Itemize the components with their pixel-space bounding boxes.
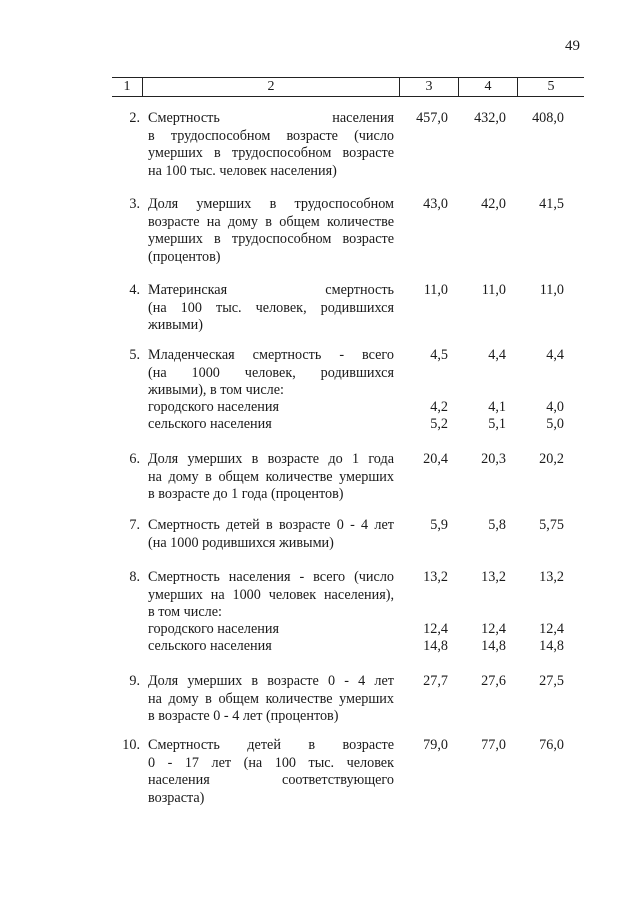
value-col-5: 5,75	[539, 517, 564, 533]
row-number: 6.	[129, 451, 140, 467]
value-col-4: 5,1	[488, 416, 506, 432]
value-col-5: 4,0	[546, 399, 564, 415]
value-col-5: 5,0	[546, 416, 564, 432]
row-label	[148, 347, 394, 400]
value-col-3: 457,0	[416, 110, 448, 126]
value-col-4: 27,6	[481, 673, 506, 689]
label-line: 0 - 17 лет (на 100 тыс. человек	[148, 754, 394, 771]
row-label	[148, 517, 394, 552]
row-label	[148, 673, 394, 726]
value-col-3: 5,2	[430, 416, 448, 432]
value-col-5: 408,0	[532, 110, 564, 126]
sub-row-label: сельского населения	[148, 638, 272, 654]
label-line: Смертность детей в возрасте	[148, 737, 394, 753]
label-line: (на 100 тыс. человек, родившихся	[148, 299, 394, 316]
sub-row-label: городского населения	[148, 399, 279, 415]
row-number: 8.	[129, 569, 140, 585]
sub-row-label: сельского населения	[148, 416, 272, 432]
label-line: живыми)	[148, 317, 203, 333]
value-col-4: 4,4	[488, 347, 506, 363]
header-col-2: 2	[143, 78, 400, 96]
value-col-3: 14,8	[423, 638, 448, 654]
value-col-3: 79,0	[423, 737, 448, 753]
label-line: в трудоспособном возрасте (число	[148, 127, 394, 144]
label-line: (на 1000 человек, родившихся	[148, 364, 394, 381]
value-col-4: 13,2	[481, 569, 506, 585]
value-col-4: 4,1	[488, 399, 506, 415]
label-line: умерших на 1000 человек населения),	[148, 586, 394, 603]
label-line: в возрасте 0 - 4 лет (процентов)	[148, 708, 339, 724]
row-number: 3.	[129, 196, 140, 212]
label-line: Материнская смертность	[148, 282, 394, 298]
header-col-4: 4	[459, 78, 518, 96]
value-col-3: 5,9	[430, 517, 448, 533]
label-line: живыми), в том числе:	[148, 382, 284, 398]
label-line: возраста)	[148, 789, 205, 806]
label-line: умерших в трудоспособном возрасте	[148, 231, 394, 247]
row-number: 2.	[129, 110, 140, 126]
value-col-4: 5,8	[488, 517, 506, 533]
value-col-3: 11,0	[423, 282, 448, 298]
row-label	[148, 282, 394, 335]
value-col-4: 14,8	[481, 638, 506, 654]
value-col-3: 12,4	[423, 621, 448, 637]
label-line: Смертность населения - всего (число	[148, 569, 394, 585]
value-col-4: 42,0	[481, 196, 506, 212]
value-col-5: 11,0	[539, 282, 564, 298]
value-col-5: 27,5	[539, 673, 564, 689]
value-col-5: 76,0	[539, 737, 564, 753]
value-col-5: 13,2	[539, 569, 564, 585]
label-line: на дому в общем количестве умерших	[148, 690, 394, 707]
row-label	[148, 451, 394, 504]
label-line: Доля умерших в трудоспособном	[148, 196, 394, 212]
label-line: (процентов)	[148, 248, 221, 265]
page-number: 49	[565, 38, 580, 54]
row-number: 4.	[129, 282, 140, 298]
value-col-3: 13,2	[423, 569, 448, 585]
row-label	[148, 110, 394, 180]
label-line: (на 1000 родившихся живыми)	[148, 534, 334, 551]
value-col-3: 43,0	[423, 196, 448, 212]
value-col-5: 20,2	[539, 451, 564, 467]
row-label	[148, 737, 394, 807]
value-col-4: 12,4	[481, 621, 506, 637]
row-number: 10.	[122, 737, 140, 753]
value-col-5: 41,5	[539, 196, 564, 212]
label-line: на 100 тыс. человек населения)	[148, 162, 337, 179]
value-col-3: 4,2	[430, 399, 448, 415]
label-line: умерших в трудоспособном возрасте	[148, 145, 394, 161]
table-header	[112, 77, 584, 97]
header-col-1: 1	[112, 78, 143, 96]
label-line: населения соответствующего	[148, 772, 394, 788]
row-number: 9.	[129, 673, 140, 689]
label-line: в том числе:	[148, 604, 222, 620]
value-col-5: 14,8	[539, 638, 564, 654]
value-col-3: 20,4	[423, 451, 448, 467]
label-line: Смертность детей в возрасте 0 - 4 лет	[148, 517, 394, 533]
value-col-4: 11,0	[481, 282, 506, 298]
row-number: 7.	[129, 517, 140, 533]
row-label	[148, 196, 394, 266]
sub-row-label: городского населения	[148, 621, 279, 637]
row-label	[148, 569, 394, 622]
header-col-3: 3	[400, 78, 459, 96]
label-line: Смертность населения	[148, 110, 394, 126]
label-line: на дому в общем количестве умерших	[148, 468, 394, 485]
row-number: 5.	[129, 347, 140, 363]
value-col-4: 432,0	[474, 110, 506, 126]
value-col-3: 4,5	[430, 347, 448, 363]
value-col-5: 4,4	[546, 347, 564, 363]
value-col-3: 27,7	[423, 673, 448, 689]
header-col-5: 5	[547, 79, 555, 94]
label-line: Доля умерших в возрасте до 1 года	[148, 451, 394, 467]
label-line: в возрасте до 1 года (процентов)	[148, 486, 344, 502]
value-col-4: 20,3	[481, 451, 506, 467]
label-line: возрасте на дому в общем количестве	[148, 213, 394, 230]
value-col-4: 77,0	[481, 737, 506, 753]
value-col-5: 12,4	[539, 621, 564, 637]
label-line: Младенческая смертность - всего	[148, 347, 394, 363]
label-line: Доля умерших в возрасте 0 - 4 лет	[148, 673, 394, 689]
